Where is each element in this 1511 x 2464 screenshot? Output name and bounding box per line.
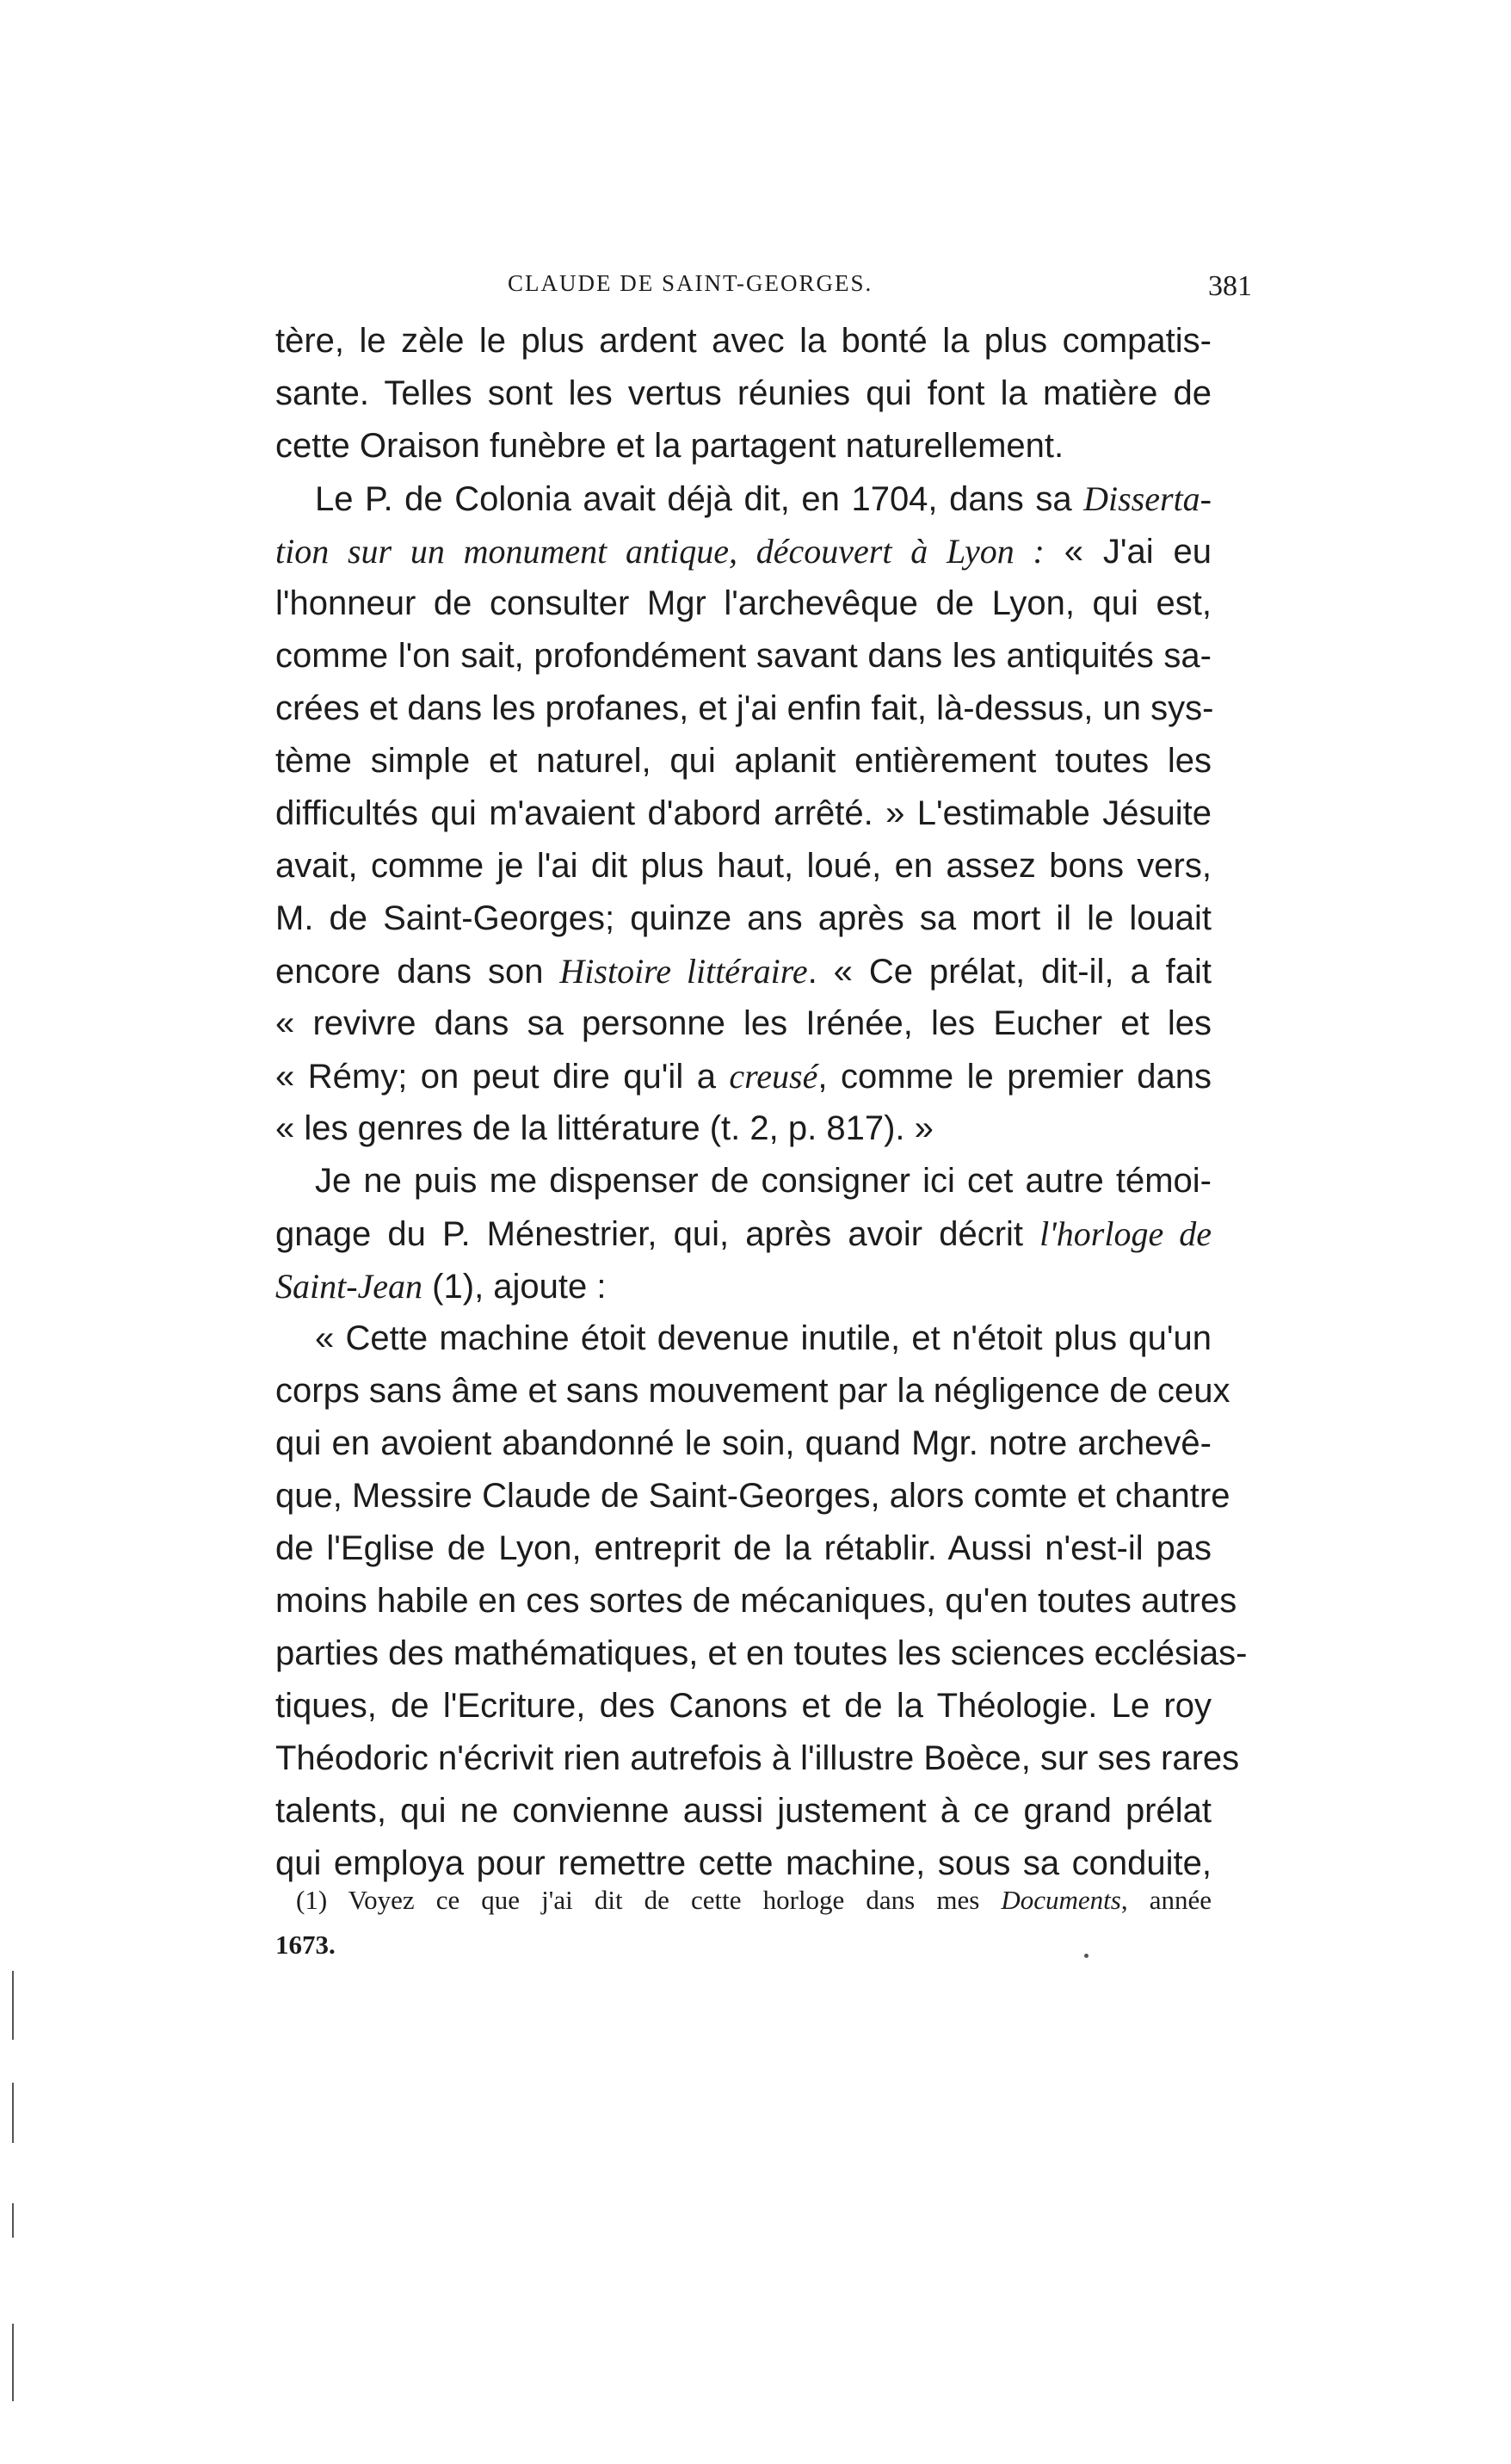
text-line: corps sans âme et sans mouvement par la négligence de ceux	[275, 1372, 1230, 1410]
text-line: « les genres de la littérature (t. 2, p. 817). »	[275, 1109, 934, 1147]
paragraph-start: Je ne puis me dispenser de consigner ici cet autre témoi-	[315, 1162, 1212, 1200]
text-line: qui employa pour remettre cette machine, sous sa conduite,	[275, 1844, 1212, 1882]
running-head	[275, 270, 1252, 305]
text-line: Théodoric n'écrivit rien autrefois à l'illustre Boèce, sur ses rares	[275, 1739, 1240, 1777]
italic-title: Saint-Jean	[275, 1267, 423, 1306]
text-line: « revivre dans sa personne les Irénée, les Eucher et les	[275, 1004, 1212, 1042]
text-line: crées et dans les profanes, et j'ai enfin fait, là-dessus, un sys-	[275, 689, 1214, 727]
text-line: de l'Eglise de Lyon, entreprit de la rétablir. Aussi n'est-il pas	[275, 1529, 1212, 1567]
paragraph-start: Le P. de Colonia avait déjà dit, en 1704, dans sa Disserta-	[315, 479, 1212, 518]
scan-artifact	[12, 1971, 14, 2040]
text-line: gnage du P. Ménestrier, qui, après avoir décrit l'horloge de	[275, 1214, 1212, 1253]
italic-title: tion sur un monument antique, découvert à Lyon :	[275, 532, 1045, 571]
italic-title: Documents	[1001, 1885, 1121, 1915]
footnote	[275, 1878, 1212, 1967]
text-line: tère, le zèle le plus ardent avec la bonté la plus compatis-	[275, 322, 1212, 360]
italic-title: Disserta-	[1083, 479, 1212, 518]
text-line: moins habile en ces sortes de mécaniques, qu'en toutes autres	[275, 1582, 1237, 1620]
italic-title: l'horloge de	[1039, 1214, 1212, 1253]
text-line: parties des mathématiques, et en toutes les sciences ecclésias-	[275, 1634, 1248, 1672]
text-line: M. de Saint-Georges; quinze ans après sa mort il le louait	[275, 899, 1212, 937]
text-line: tion sur un monument antique, découvert à Lyon : « J'ai eu	[275, 532, 1212, 571]
scan-artifact	[1084, 1954, 1089, 1958]
scan-artifact	[12, 2203, 14, 2238]
text-line: avait, comme je l'ai dit plus haut, loué, en assez bons vers,	[275, 847, 1212, 885]
text-line: comme l'on sait, profondément savant dans les antiquités sa-	[275, 637, 1212, 675]
footnote-line: (1) Voyez ce que j'ai dit de cette horloge dans mes Documents, année	[296, 1885, 1212, 1915]
text-line: encore dans son Histoire littéraire. « Ce prélat, dit-il, a fait	[275, 952, 1212, 991]
page-number: 381	[1208, 270, 1252, 302]
body-text	[275, 315, 1248, 1890]
text-line: tiques, de l'Ecriture, des Canons et de la Théologie. Le roy	[275, 1687, 1212, 1725]
italic-word: creusé	[729, 1057, 818, 1096]
text-line: talents, qui ne convienne aussi justement à ce grand prélat	[275, 1792, 1212, 1830]
scan-artifact	[12, 2324, 14, 2401]
text-line: tème simple et naturel, qui aplanit entièrement toutes les	[275, 742, 1212, 780]
italic-title: Histoire littéraire	[559, 952, 808, 991]
text-line: sante. Telles sont les vertus réunies qui font la matière de	[275, 374, 1212, 412]
text-line: difficultés qui m'avaient d'abord arrêté. » L'estimable Jésuite	[275, 794, 1212, 832]
scan-artifact	[12, 2083, 14, 2143]
text-line: « Rémy; on peut dire qu'il a creusé, comme le premier dans	[275, 1057, 1212, 1096]
text-line: cette Oraison funèbre et la partagent naturellement.	[275, 427, 1064, 465]
footnote-line: 1673.	[275, 1930, 336, 1960]
text-line: l'honneur de consulter Mgr l'archevêque de Lyon, qui est,	[275, 584, 1212, 622]
text-line	[275, 1260, 1212, 1312]
text-line: qui en avoient abandonné le soin, quand Mgr. notre archevê-	[275, 1424, 1212, 1462]
footnote-ref: (1), ajoute :	[422, 1268, 607, 1306]
text-line: que, Messire Claude de Saint-Georges, alors comte et chantre	[275, 1477, 1230, 1515]
quote-start: « Cette machine étoit devenue inutile, et n'étoit plus qu'un	[315, 1319, 1212, 1357]
running-title: CLAUDE DE SAINT-GEORGES.	[508, 270, 873, 296]
